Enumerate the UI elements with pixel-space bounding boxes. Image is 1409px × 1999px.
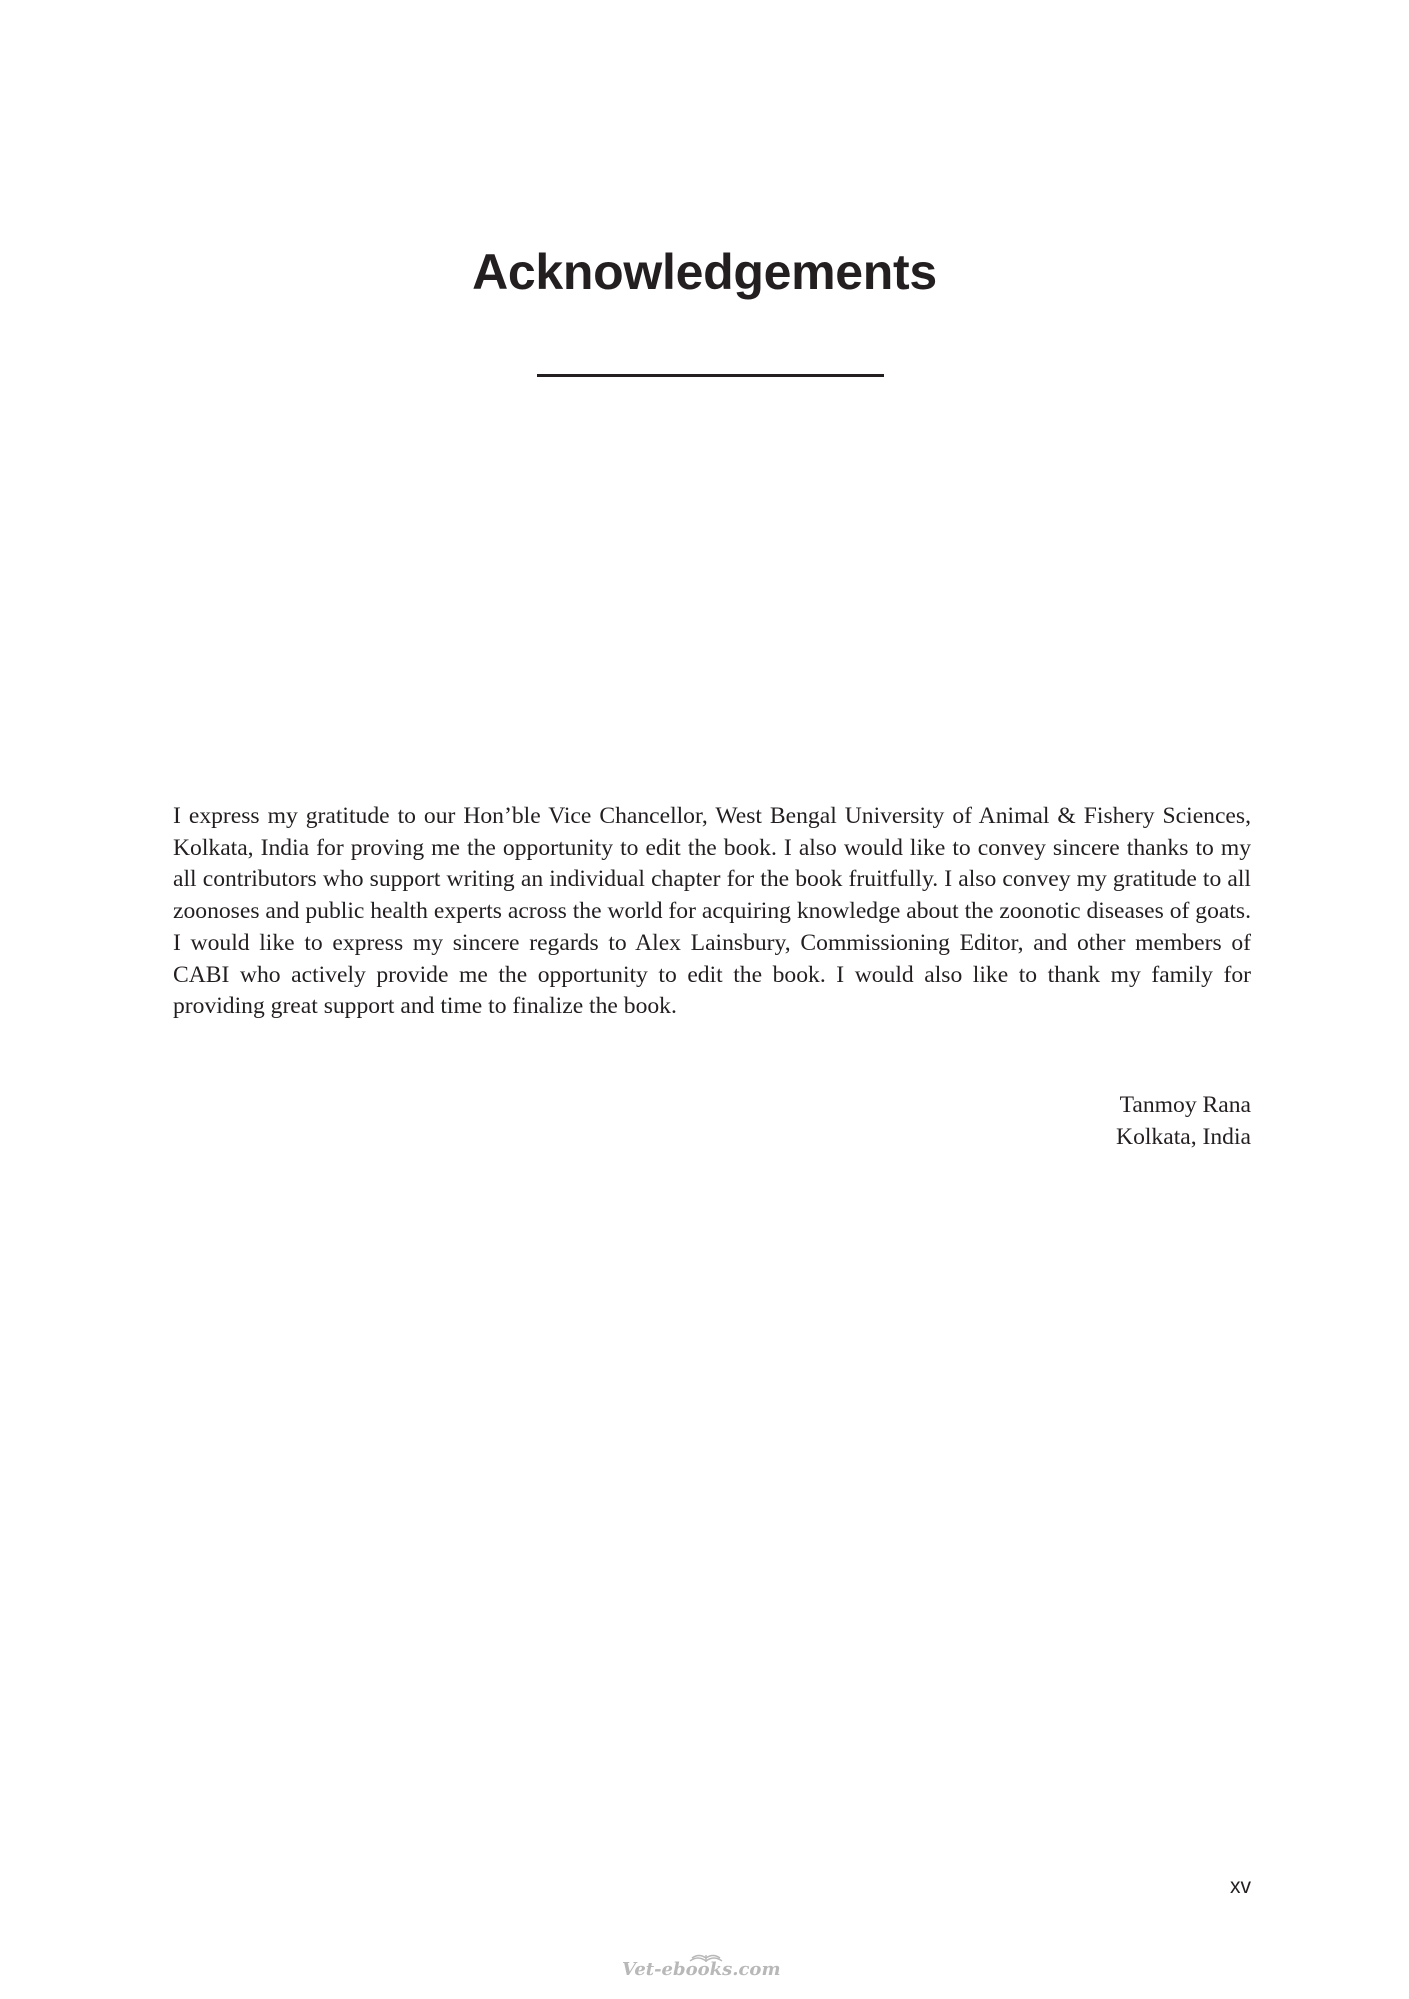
signature-block — [1116, 1089, 1251, 1153]
page-number: xv — [1230, 1875, 1251, 1898]
signature-place: Kolkata, India — [1116, 1124, 1251, 1150]
title-underline-divider — [537, 374, 884, 377]
acknowledgement-paragraph: I express my gratitude to our Hon’ble Vice Chancellor, West Bengal University of Animal & Fishery Sciences, Kolkata, India for proving me the opportunity to edit the book. I also would like to convey sincere thanks to my all contributors who support writing an individual chapter for the book fruitfully. I also convey my gratitude to all zoonoses and public health experts across the world for acquiring knowledge about the zoonotic diseases of goats. I would like to express my sincere regards to Alex Lainsbury, Commissioning Editor, and other members of CABI who actively provide me the opportunity to edit the book. I would also like to thank my family for providing great support and time to finalize the book. — [173, 803, 1251, 1020]
signature-name: Tanmoy Rana — [1119, 1092, 1251, 1118]
page-title: Acknowledgements — [472, 244, 937, 300]
watermark-text: Vet-ebooks.com — [622, 1959, 781, 1980]
watermark-logo — [620, 1949, 790, 1983]
